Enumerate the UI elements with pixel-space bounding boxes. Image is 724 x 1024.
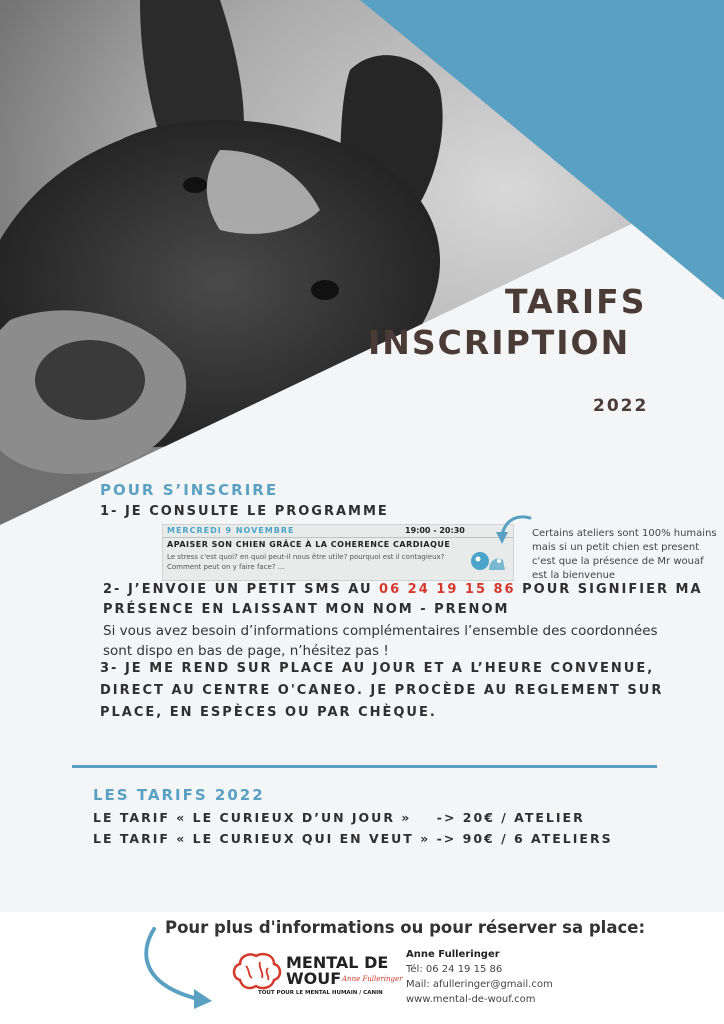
contact-name: Anne Fulleringer	[406, 949, 500, 960]
step2-line2: PRÉSENCE EN LAISSANT MON NOM - PRENOM	[103, 602, 510, 617]
note-text: Certains ateliers sont 100% humains mais si un petit chien est present c'est que la présence de Mr wouaf est la bienvenue	[532, 528, 717, 581]
year-label: 2022	[593, 396, 649, 416]
info-text: Si vous avez besoin d’informations complémentaires l’ensemble des coordonnées sont dispo en bas de page, n’hésitez pas !	[103, 623, 658, 659]
step2-suffix: POUR SIGNIFIER MA	[522, 582, 703, 597]
tarif-line2: LE TARIF « LE CURIEUX QUI EN VEUT » -> 90€ / 6 ATELIERS	[93, 831, 613, 846]
step2-prefix: 2- J’ENVOIE UN PETIT SMS AU	[103, 582, 373, 597]
card-title: APAISER SON CHIEN GRÂCE À LA COHERENCE CARDIAQUE	[167, 540, 451, 549]
contact-mail[interactable]: Mail: afulleringer@gmail.com	[406, 979, 553, 990]
card-desc-line1: Le stress c'est quoi? en quoi peut-il nous être utile? pourquoi est il contagieux?	[167, 553, 445, 561]
tarifs-heading: LES TARIFS 2022	[93, 786, 265, 804]
human-dog-icon	[469, 548, 509, 576]
contact-tel[interactable]: Tél: 06 24 19 15 86	[406, 964, 503, 975]
footer-title: Pour plus d'informations ou pour réserver sa place:	[165, 918, 646, 937]
brain-logo-icon	[230, 950, 282, 994]
step2-phone[interactable]: 06 24 19 15 86	[379, 582, 516, 597]
step3-line1: 3- JE ME REND SUR PLACE AU JOUR ET A L’HEURE CONVENUE,	[100, 661, 655, 676]
step3-line3: PLACE, EN ESPÈCES OU PAR CHÈQUE.	[100, 705, 437, 720]
contact-web[interactable]: www.mental-de-wouf.com	[406, 994, 536, 1005]
inscription-heading: POUR S’INSCRIRE	[100, 481, 279, 499]
card-date: MERCREDI 9 NOVEMBRE	[167, 526, 295, 535]
step3-line2: DIRECT AU CENTRE O'CANEO. JE PROCÈDE AU REGLEMENT SUR	[100, 683, 664, 698]
card-divider	[163, 537, 513, 538]
step2-line1	[103, 582, 703, 597]
logo-line2: WOUF	[286, 969, 342, 988]
step1-text: 1- JE CONSULTE LE PROGRAMME	[100, 504, 389, 519]
card-desc-line2: Comment peut on y faire face? ...	[167, 563, 285, 571]
title-line2: INSCRIPTION	[368, 323, 631, 362]
logo-tagline: TOUT POUR LE MENTAL HUMAIN / CANIN	[258, 990, 383, 996]
card-time: 19:00 - 20:30	[405, 526, 465, 535]
section-divider	[72, 765, 657, 768]
program-card[interactable]	[162, 524, 514, 581]
title-line1: TARIFS	[505, 282, 647, 321]
logo-line1: MENTAL DE	[286, 953, 389, 972]
tarif-line1: LE TARIF « LE CURIEUX D’UN JOUR » -> 20€ / ATELIER	[93, 810, 585, 825]
footer-arrow-icon	[140, 925, 220, 1010]
logo-signature: Anne Fulleringer	[342, 975, 403, 983]
